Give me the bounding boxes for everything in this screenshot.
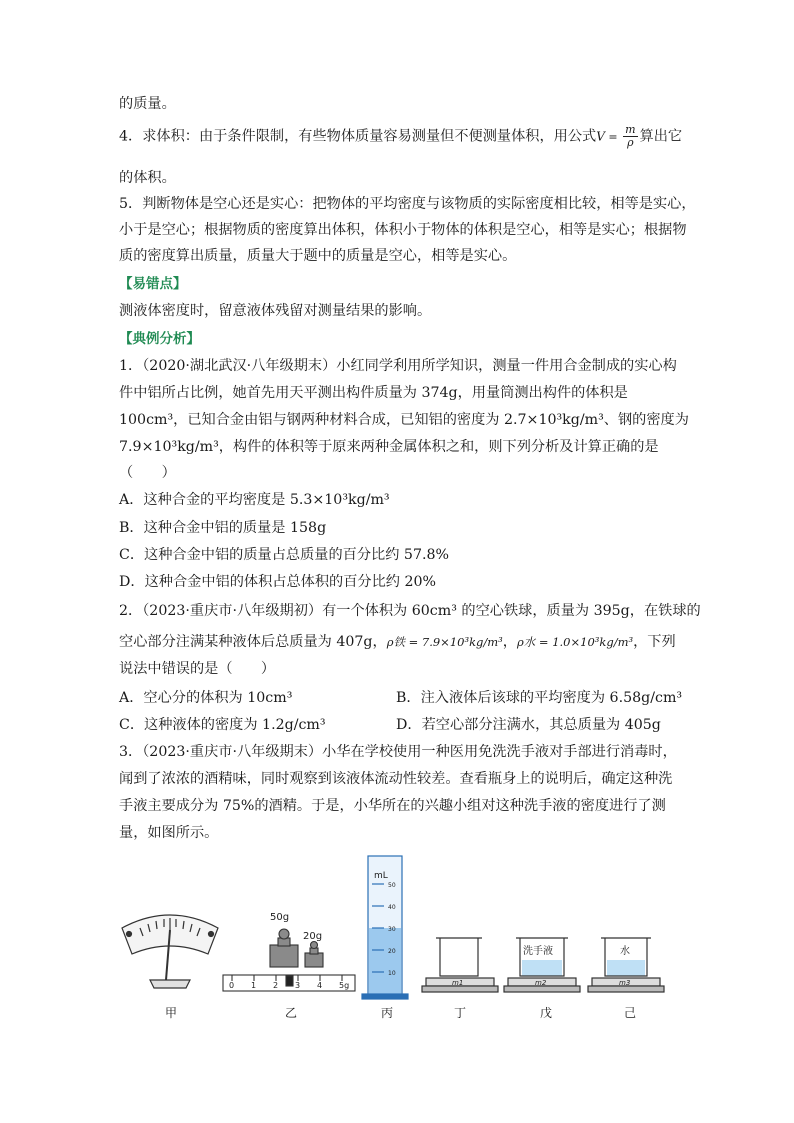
text-line: 的质量。 [119, 96, 176, 112]
fraction-m-over-rho: $\frac{m}{\rho}$ [625, 123, 636, 149]
question-1-line: 件中铝所占比例，她首先用天平测出构件质量为 374g，用量筒测出构件的体积是 [119, 385, 628, 401]
option-2d: D．若空心部分注满水，其总质量为 405g [396, 717, 661, 733]
option-1d: D．这种合金中铝的体积占总体积的百分比约 20% [119, 574, 436, 590]
cylinder-tick: 40 [388, 904, 396, 911]
scale-label: m3 [619, 979, 631, 987]
figure-caption: 戊 [540, 1006, 553, 1020]
ruler-tick: 0 [229, 981, 235, 990]
ruler-tick: 1 [251, 981, 257, 990]
figure-caption: 甲 [165, 1006, 178, 1020]
option-2a: A．空心分的体积为 10cm³ [119, 690, 293, 706]
scale-label: m1 [452, 979, 464, 987]
text-line: 小于是空心；根据物质的密度算出体积，体积小于物体的体积是空心，相等是实心；根据物 [119, 222, 687, 238]
text-line-formula: 4．求体积：由于条件限制，有些物体质量容易测量但不便测量体积，用公式V = $\frac{m}{\rho}$ 算出它 [119, 123, 683, 149]
cylinder-tick: 10 [388, 970, 396, 977]
balance-pointer-icon [122, 915, 218, 988]
option-1b: B．这种合金中铝的质量是 158g [119, 520, 327, 536]
question-3-line: 3．（2023·重庆市·八年级期末）小华在学校使用一种医用免洗洗手液对手部进行消毒时， [119, 744, 677, 760]
question-1-line: 100cm³，已知合金由铝与钢两种材料合成，已知铝的密度为 2.7×10³kg/m³、钢的密度为 [119, 412, 689, 428]
question-1-line: 1．（2020·湖北武汉·八年级期末）小红同学利用所学知识，测量一件用合金制成的实心构 [119, 358, 677, 374]
question-2-line: 说法中错误的是（ ） [119, 661, 276, 677]
beaker-label-water: 水 [620, 946, 630, 957]
text-line: 质的密度算出质量，质量大于题中的质量是空心，相等是实心。 [119, 248, 517, 264]
section-tag-examples: 【典例分析】 [119, 331, 200, 347]
question-3-line: 量，如图所示。 [119, 825, 219, 841]
figure-caption: 己 [624, 1006, 637, 1020]
beaker-label-sanitizer: 洗手液 [523, 946, 553, 957]
weight-label: 50g [270, 912, 290, 923]
ruler-tick: 2 [273, 981, 279, 990]
question-1-line: （ ） [119, 465, 176, 481]
question-2-line: 空心部分注满某种液体后总质量为 407g，ρ铁 = 7.9×10³kg/m³，ρ水 = 1.0×10³kg/m³，下列 [119, 634, 676, 650]
option-2b: B．注入液体后该球的平均密度为 6.58g/cm³ [396, 690, 683, 706]
cylinder-tick: 50 [388, 882, 396, 889]
cylinder-unit: mL [374, 871, 388, 881]
option-1c: C．这种合金中铝的质量占总质量的百分比约 57.8% [119, 547, 449, 563]
experiment-figure [110, 850, 690, 1000]
weights-and-ruler-icon [223, 929, 355, 991]
section-tag-mistakes: 【易错点】 [119, 276, 187, 292]
cylinder-tick: 30 [388, 926, 396, 933]
ruler-tick: 4 [317, 981, 323, 990]
question-3-line: 闻到了浓浓的酒精味，同时观察到该液体流动性较差。查看瓶身上的说明后，确定这种洗 [119, 771, 673, 787]
text-line: 5．判断物体是空心还是实心：把物体的平均密度与该物质的实际密度相比较，相等是实心， [119, 196, 696, 212]
option-2c: C．这种液体的密度为 1.2g/cm³ [119, 717, 326, 733]
ruler-tick: 5g [339, 981, 350, 990]
text-line: 的体积。 [119, 170, 176, 186]
figure-caption: 乙 [285, 1006, 298, 1020]
figure-caption: 丙 [381, 1006, 394, 1020]
question-1-line: 7.9×10³kg/m³，构件的体积等于原来两种金属体积之和，则下列分析及计算正确的是 [119, 439, 659, 455]
option-1a: A．这种合金的平均密度是 5.3×10³kg/m³ [119, 492, 390, 508]
question-2-line: 2．（2023·重庆市·八年级期初）有一个体积为 60cm³ 的空心铁球，质量为 395g，在铁球的 [119, 603, 701, 619]
weight-label: 20g [303, 931, 323, 942]
figure-caption: 丁 [454, 1006, 467, 1020]
question-3-line: 手液主要成分为 75%的酒精。于是，小华所在的兴趣小组对这种洗手液的密度进行了测 [119, 798, 666, 814]
text-line: 测液体密度时，留意液体残留对测量结果的影响。 [119, 303, 432, 319]
scale-label: m2 [535, 979, 547, 987]
ruler-tick: 3 [295, 981, 301, 990]
cylinder-tick: 20 [388, 948, 396, 955]
